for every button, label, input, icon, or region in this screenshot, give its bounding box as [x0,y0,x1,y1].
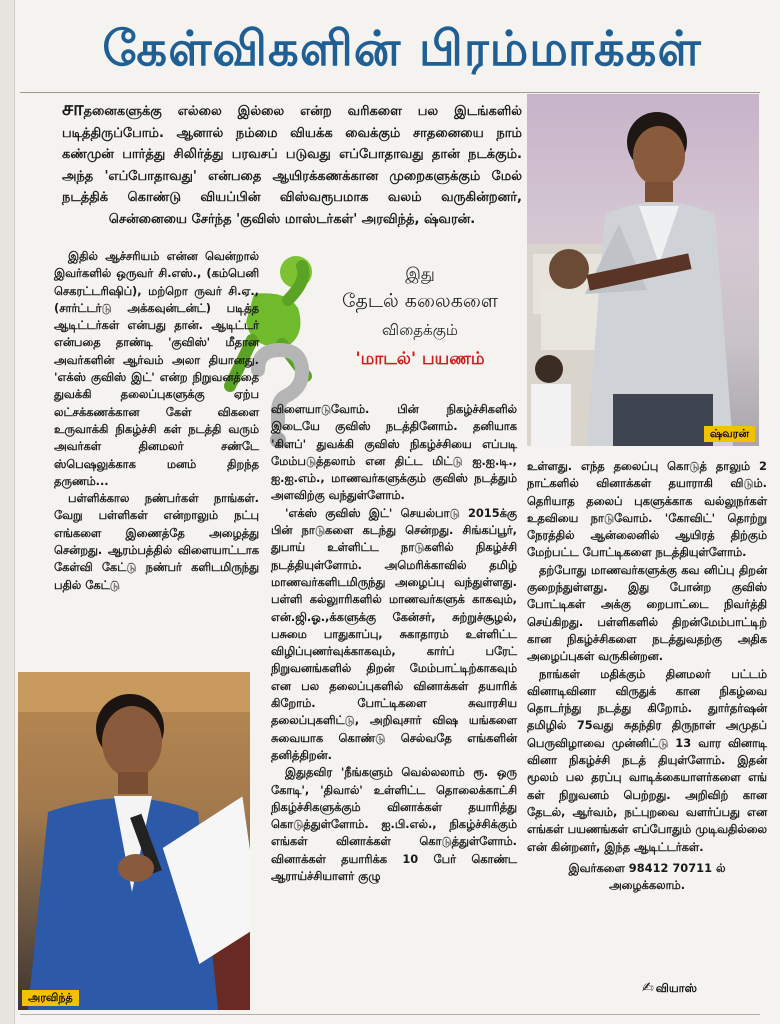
bottom-rule [20,1014,760,1015]
lead-paragraph [62,98,522,230]
photo-aravind [18,672,250,1010]
lead-dropcap: சா [62,96,84,120]
byline [642,980,697,997]
col3-para-1: உள்ளது. எந்த தலைப்பு கொடுத் தாலும் 2 நாட்களில் வினாக்கள் தயாராகி விடும். தெரியாத தலைப் புகளுக்காக வல்லுநர்கள் உதவியை நாடுவோம். 'கோவிட்' தொற்று நேரத்தில் ஆன்லைனில் ஆயிரத் திற்கும் மேற்பட்ட போட்டிகளை நடத்தியுள்ளோம். [527,459,767,560]
column-3 [527,458,767,894]
photo-shwaran [527,94,759,446]
tagline-line4: 'மாடல்' பயணம் [355,349,485,369]
col3-para-3: நாங்கள் மதிக்கும் தினமலர் பட்டம் வினாடிவினா விருதுக் கான நிகழ்வை தொடர்ந்து நடத்து கிறோம். துார்தர்ஷன் தமிழில் 75வது சுதந்திர திருநாள் அமுதப் பெருவிழாவை முன்னிட்டு 13 வார வினாடி வினா நிகழ்ச்சி நடத் தியுள்ளோம். இதன் மூலம் பல தரப்பு வாடிக்கையாளர்களை எங் கள் நிறுவனம் பெற்றது. அறிவிற் கான தேடல், ஆர்வம், நட்புறவை வளர்ப்பது என எங்கள் பயணங்கள் எப்போதும் முடிவதில்லை என் கின்றனர், இந்த ஆடிட்டர்கள். [527,666,767,854]
col2-para-2: 'எக்ஸ் குவிஸ் இட்' செயல்பாடு 2015க்கு பின் நாடுகளை கடந்து சென்றது. சிங்கப்பூர், துபாய் உள்ளிட்ட நாடுகளில் நிகழ்ச்சி நடத்தியுள்ளோம். அமெரிக்காவில் தமிழ் மாணவர்களிடமிருந்து அழைப்பு வந்துள்ளது. பள்ளி கல்லுாரிகளில் மாணவர்களுக் காகவும், என்.ஜி.ஓ.,க்களுக்கு கேன்சர், சுற்றுச்சூழல், பசுமை பாதுகாப்பு, சுகாதாரம் உள்ளிட்ட விழிப்புணர்வுக்காகவும், கார்ப் பரேட் நிறுவனங்களில் திறன் மேம்பாட்டிற்காகவும் என பல தலைப்புகளில் வினாக்கள் தயாரிக் கிறோம். போட்டிகளை சுவாரசிய தலைப்புகளிட்டு, அறிவுசார் விஷ யங்களை சுவையாக கொண்டு செல்வதே எங்களின் தனித்திறன். [271,505,517,762]
lead-text: தனைகளுக்கு எல்லை இல்லை என்ற வரிகளை பல இடங்களில் படித்திருப்போம். ஆனால் நம்மை வியக்க வைக்கும் சாதனையை நாம் கண்முன் பார்த்து சிலிர்த்து பரவசப் படுவது எப்போதாவது தான் நடக்கும். அந்த 'எப்போதாவது' என்பதை ஆயிரக்கணக்கான முறைகளுக்கும் மேல் நடத்திக் கொண்டு வியப்பின் விஸ்வரூபமாக வலம் வருகின்றனர், சென்னையை சேர்ந்த 'குவிஸ் மாஸ்டர்கள்' அரவிந்த், ஷ்வரன். [62,104,522,227]
contact-line-1: இவர்களை 98412 70711 ல் [568,860,726,875]
speaker-illustration-left [18,672,250,1010]
tagline-line2: தேடல் கலைகளை [342,290,498,312]
speaker-illustration-right [527,94,759,446]
column-2 [271,401,517,885]
caption-aravind: அரவிந்த் [22,990,79,1006]
col1-para-1: இதில் ஆச்சரியம் என்ன வென்றால் இவர்களில் ஒருவர் சி.எஸ்., (கம்பெனி செகரட்டரிஷிப்), மற்றொ ருவர் சி.ஏ., (சார்ட்டர்டு அக்கவுன்டன்ட்) படித்த ஆடிட்டர்கள் என்பது தான். ஆடிட்டர் என்பதை தாண்டி 'குவிஸ்' மீதான அவர்களின் ஆர்வம் அலா தியானது. 'எக்ஸ் குவிஸ் இட்' என்ற நிறுவனத்தை துவக்கி தலைப்புகளுக்கு ஏற்ப லட்சக்கணக்கான கேள் விகளை உருவாக்கி நிகழ்ச்சி கள் நடத்தி வரும் அவர்கள் தினமலர் சண்டே ஸ்பெஷலுக்காக மனம் திறந்த தருணம்... [54,249,259,488]
contact-line-2: அழைக்கலாம். [608,878,686,893]
col3-para-2: தற்போது மாணவர்களுக்கு கவ னிப்பு திறன் குறைந்துள்ளது. இது போன்ற குவிஸ் போட்டிகள் அக்கு றைபாட்டை நிவர்த்தி செய்கிறது. பள்ளிகளில் திறன்மேம்பாட்டிற் கான நிகழ்ச்சிகளை நடத்துவதற்கு அதிக அழைப்புகள் வருகின்றன. [527,562,767,664]
byline-name: வியாஸ் [655,981,698,995]
col2-para-3: இதுதவிர 'நீங்களும் வெல்லலாம் ரூ. ஒரு கோடி', 'திவால்' உள்ளிட்ட தொலைக்காட்சி நிகழ்ச்சிகளுக்கும் வினாக்கள் தயாரித்து கொடுத்துள்ளோம். ஐ.பி.எல்., நிகழ்ச்சிக்கும் எங்கள் வினாக்கள் கொடுத்துள்ளோம். வினாக்கள் தயாரிக்க 10 பேர் கொண்ட ஆராய்ச்சியாளர் குழு [271,765,517,884]
headline: கேள்விகளின் பிரம்மாக்கள் [102,21,702,77]
tagline-line3: விதைக்கும் [382,321,458,339]
tagline-line1: இது [405,264,435,283]
page-edge [0,0,15,1024]
column-1 [54,248,259,594]
col2-para-1: விளையாடுவோம். பின் நிகழ்ச்சிகளில் இடையே குவிஸ் நடத்தினோம். தனியாக 'கிளப்' துவக்கி குவிஸ் நிகழ்ச்சியை எப்படி மேம்படுத்தலாம் என திட்ட மிட்டு ஐ.ஐ.டி., ஐ.ஐ.எம்., மாணவர்களுக்கும் குவிஸ் நடத்தும் அளவிற்கு வந்துள்ளோம். [271,402,517,503]
pen-icon: ✍ [642,980,654,996]
tagline [330,262,510,374]
col1-para-2: பள்ளிக்கால நண்பர்கள் நாங்கள். வேறு பள்ளிகள் என்றாலும் நட்பு எங்களை இணைத்தே அழைத்து சென்றது. ஆரம்பத்தில் விளையாட்டாக கேள்வி கேட்டு நண்பர் களிடமிருந்து பதில் கேட்டு [54,491,259,592]
caption-shwaran: ஷ்வரன் [704,426,755,442]
headline-rule [20,92,760,93]
